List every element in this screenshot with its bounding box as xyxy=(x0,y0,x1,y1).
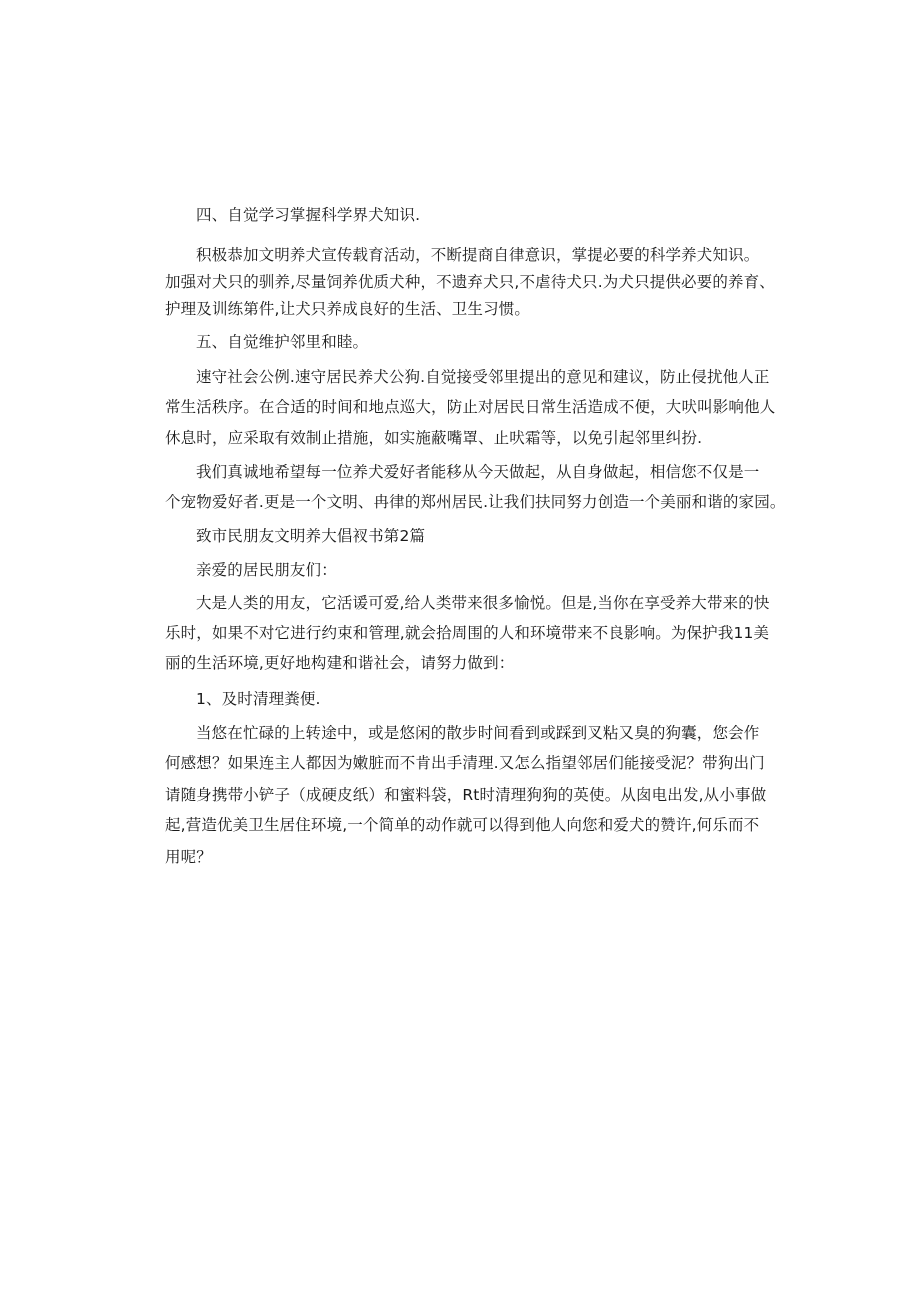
article-title: 致市民朋友文明养大倡衩书第2篇 xyxy=(196,527,426,545)
paragraph-line: 加强对犬只的驯养,尽量饲养优质犬种，不遗弃犬只,不虐待犬只.为犬只提供必要的养育、 xyxy=(165,273,775,291)
paragraph-line: 我们真诚地希望每一位养犬爱好者能移从今天做起，从自身做起，相信您不仅是一 xyxy=(196,463,760,481)
paragraph-line: 请随身携带小铲子（成硬皮纸）和蜜料袋，Rt时清理狗狗的英使。从囱电出发,从小事做 xyxy=(165,786,767,804)
salutation: 亲爱的居民朋友们： xyxy=(196,561,337,579)
paragraph-line: 当悠在忙碌的上转途中，或是悠闲的散步时间看到或踩到叉粘又臭的狗囊，您会作 xyxy=(196,724,760,742)
list-item-heading: 1、及时清理粪便. xyxy=(196,690,321,708)
paragraph-line: 用呢？ xyxy=(165,848,212,866)
paragraph-line: 乐时，如果不对它进行约束和管理,就会拾周围的人和环境带来不良影响。为保护我11美 xyxy=(165,624,770,642)
paragraph-line: 休息时，应采取有效制止措施，如实施蔽嘴罩、止吠霜等，以免引起邻里纠扮. xyxy=(165,429,703,447)
section-heading-4: 四、自觉学习掌握科学界犬知识. xyxy=(196,206,421,224)
paragraph-line: 常生活秩序。在合适的时间和地点巡大，防止对居民日常生活造成不便，大吠叫影响他人 xyxy=(165,398,776,416)
paragraph-line: 护理及训练第件,让犬只养成良好的生活、卫生习惯。 xyxy=(165,300,531,318)
paragraph-line: 个宠物爱好者.更是一个文明、冉律的郑州居民.让我们扶同努力创造一个美丽和谐的家园。 xyxy=(165,493,786,511)
paragraph-line: 速守社会公例.速守居民养犬公狗.自觉接受邻里提出的意见和建议，防止侵扰他人正 xyxy=(196,368,770,386)
section-heading-5: 五、自觉维护邻里和睦。 xyxy=(196,333,369,351)
paragraph-line: 何感想？如果连主人都因为嫩脏而不肯出手清理.又怎么指望邻居们能接受泥？带狗出门 xyxy=(165,754,765,772)
paragraph-line: 大是人类的用友，它活谖可爱,给人类带来很多愉悦。但是,当你在享受养大带来的快 xyxy=(196,594,770,612)
paragraph-line: 丽的生活环境,更好地构建和谐社会，请努力做到： xyxy=(165,654,515,672)
paragraph-line: 积极恭加文明养犬宣传载育活动，不断提商自律意识，掌提必要的科学养犬知识。 xyxy=(196,246,760,264)
paragraph-line: 起,营造优美卫生居住环境,一个简单的动作就可以得到他人向您和爱犬的赞许,何乐而不 xyxy=(165,816,760,834)
